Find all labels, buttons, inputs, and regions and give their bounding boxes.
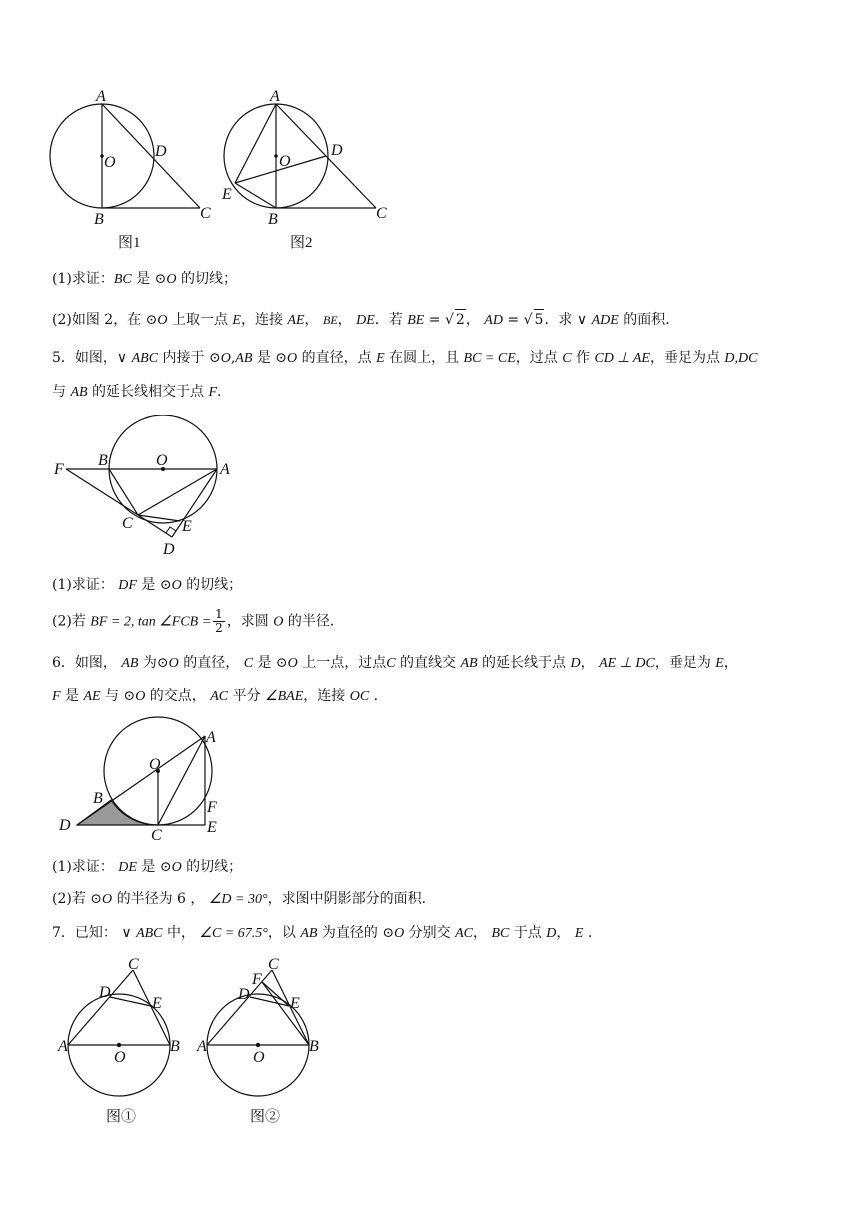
math: O <box>287 351 298 366</box>
text: ，求圆 <box>226 613 274 630</box>
math: E <box>715 656 724 671</box>
math: BF = 2, tan ∠FCB = <box>90 614 212 630</box>
text: 是 ⊙ <box>131 271 167 287</box>
point-label-d: D <box>99 984 111 1001</box>
text: ．求 ∨ <box>544 312 592 328</box>
q7-figure-1 <box>55 950 190 1130</box>
text: 上一点，过点 <box>297 655 387 671</box>
math: F <box>52 689 61 704</box>
math: OC <box>349 689 370 704</box>
figure-caption: 图1 <box>118 235 141 251</box>
text: = √ <box>424 312 454 328</box>
text: ， <box>580 655 600 671</box>
q5-line2 <box>52 382 231 403</box>
math: O <box>287 656 298 671</box>
text: 7．已知： ∨ <box>52 925 137 941</box>
math: 5 <box>534 309 545 330</box>
point-label-a: A <box>96 88 106 105</box>
point-label-c: C <box>376 205 387 222</box>
math: D <box>546 926 557 941</box>
figure-caption: 图① <box>106 1109 137 1125</box>
text: 的直径， <box>178 655 244 671</box>
math: O <box>166 272 177 287</box>
text: 为直径的 ⊙ <box>317 925 395 941</box>
point-label-c: C <box>200 205 211 222</box>
q7-line1 <box>52 923 592 944</box>
text: 6．如图， <box>52 655 122 671</box>
math: D,DC <box>724 351 758 366</box>
text: ，求图中阴影部分的面积． <box>267 891 436 907</box>
math: DE <box>356 313 375 328</box>
denominator: 2 <box>215 621 223 635</box>
point-label-f: F <box>54 461 64 478</box>
math: O <box>168 656 179 671</box>
text: 是 <box>60 688 84 704</box>
math: AB <box>121 656 139 671</box>
q6-line2 <box>52 686 378 707</box>
text: 是 ⊙ <box>253 655 288 671</box>
math: E <box>376 351 385 366</box>
text: ， <box>304 312 323 328</box>
math: AE ⊥ DC <box>599 656 655 671</box>
math: AE <box>287 313 305 328</box>
point-label-e: E <box>182 518 192 535</box>
text: , <box>230 350 236 366</box>
point-label-c: C <box>122 515 133 532</box>
q5-part2 <box>52 608 344 635</box>
point-label-a: A <box>206 729 216 746</box>
point-label-e: E <box>222 186 232 203</box>
math: ABC <box>136 926 163 941</box>
text: ，以 <box>267 925 301 941</box>
math: 2 <box>455 309 466 330</box>
text: 与 ⊙ <box>100 688 136 704</box>
math: DE <box>118 860 137 875</box>
math: F <box>208 385 218 400</box>
math: ADE <box>591 313 619 328</box>
text: (1)求证： <box>52 271 114 287</box>
point-label-c: C <box>268 956 279 973</box>
text: ， <box>472 925 492 941</box>
text: ， <box>723 655 738 671</box>
point-label-o: O <box>149 756 161 773</box>
text: (1)求证： <box>52 859 119 875</box>
text: . <box>583 925 593 941</box>
math: O <box>394 926 405 941</box>
point-label-o: O <box>253 1049 265 1066</box>
point-label-b: B <box>94 211 104 228</box>
q5-line1 <box>52 348 757 369</box>
q4-part2 <box>52 309 679 331</box>
math: BC <box>113 272 132 287</box>
q6-line1 <box>52 653 738 674</box>
math: O <box>220 351 231 366</box>
math: AC <box>210 689 229 704</box>
point-label-f: F <box>207 799 217 816</box>
q6-part2 <box>52 889 436 910</box>
math: AB <box>460 656 478 671</box>
text: 是 ⊙ <box>136 577 172 593</box>
text: 的直径，点 <box>297 350 377 366</box>
math: D <box>570 656 581 671</box>
text: 的切线； <box>181 859 243 875</box>
text: 于点 <box>509 925 547 941</box>
q5-figure <box>45 415 245 560</box>
math: ABC <box>131 351 159 366</box>
math: BC = CE <box>463 351 516 366</box>
point-label-d: D <box>155 143 167 160</box>
point-label-b: B <box>98 452 108 469</box>
point-label-b: B <box>170 1038 180 1055</box>
text: 分别交 <box>404 925 456 941</box>
point-label-b: B <box>93 790 103 807</box>
q5-part1 <box>52 575 242 596</box>
point-label-d: D <box>331 142 343 159</box>
point-label-d: D <box>163 541 175 558</box>
math: E <box>574 926 584 941</box>
point-label-b: B <box>309 1038 319 1055</box>
math: ∠C = 67.5° <box>199 926 268 941</box>
q4-figure-2 <box>215 84 400 254</box>
text: ．若 <box>374 312 408 328</box>
text: (2)如图 2，在 ⊙ <box>52 312 158 328</box>
text: = √ <box>502 312 533 328</box>
q4-figure-1 <box>40 84 230 254</box>
text: 的切线； <box>181 577 243 593</box>
math: AD <box>484 313 503 328</box>
text: ，垂足为点 <box>649 350 725 366</box>
math: BC <box>491 926 510 941</box>
point-label-c: C <box>151 827 162 844</box>
point-label-a: A <box>58 1038 68 1055</box>
math: O <box>102 892 113 907</box>
math: AB <box>70 385 88 400</box>
math: C <box>386 656 396 671</box>
text: 上取一点 <box>167 312 233 328</box>
math: O <box>171 578 182 593</box>
fraction <box>213 608 225 635</box>
q6-part1 <box>52 857 242 878</box>
point-label-e: E <box>207 819 217 836</box>
text: 的直线交 <box>395 655 461 671</box>
point-label-f: F <box>252 971 262 988</box>
text: 作 <box>571 350 595 366</box>
point-label-o: O <box>114 1049 126 1066</box>
point-label-d: D <box>238 986 250 1003</box>
q7-figure-2 <box>195 950 330 1130</box>
math: O <box>157 313 168 328</box>
figure-caption: 图2 <box>290 235 313 251</box>
point-label-b: B <box>268 211 278 228</box>
math: DF <box>118 578 137 593</box>
math: 6 <box>177 891 186 907</box>
text: 的面积． <box>618 312 680 328</box>
text: 平分 <box>228 688 266 704</box>
math: AB <box>235 351 253 366</box>
text: 的半径． <box>283 613 344 630</box>
text: ，过点 <box>515 350 563 366</box>
text: 与 <box>52 384 71 400</box>
math: O <box>273 614 284 630</box>
text: ， <box>185 891 209 907</box>
text: 的切线； <box>176 271 237 287</box>
text: ，垂足为 <box>654 655 716 671</box>
point-label-a: A <box>220 461 230 478</box>
math: BE <box>407 313 425 328</box>
math: O <box>171 860 182 875</box>
point-label-a: A <box>270 88 280 105</box>
math: E <box>232 313 241 328</box>
text: (2)若 ⊙ <box>52 891 103 907</box>
point-label-d: D <box>59 817 71 834</box>
point-label-o: O <box>279 153 291 170</box>
text: ， <box>337 312 357 328</box>
text: 的延长线于点 <box>477 655 571 671</box>
math: CD ⊥ AE <box>594 351 650 366</box>
math: ∠BAE <box>265 689 304 704</box>
text: ． <box>217 384 232 400</box>
math: AB <box>300 926 318 941</box>
text: ， <box>465 312 485 328</box>
text: ，连接 <box>303 688 350 704</box>
math: AE <box>83 689 101 704</box>
q4-part1 <box>52 269 237 290</box>
text: 在圆上，且 <box>384 350 464 366</box>
numerator: 1 <box>215 607 223 621</box>
text: 内接于 ⊙ <box>158 350 221 366</box>
point-label-o: O <box>104 154 116 171</box>
math: C <box>562 351 572 366</box>
point-label-e: E <box>290 995 300 1012</box>
math: O <box>135 689 146 704</box>
text: 的延长线相交于点 <box>87 384 209 400</box>
text: (2)若 <box>52 613 91 630</box>
text: 是 ⊙ <box>252 350 288 366</box>
figure-caption: 图② <box>250 1109 281 1125</box>
math: C <box>243 656 254 671</box>
point-label-c: C <box>128 956 139 973</box>
text: 是 ⊙ <box>136 859 172 875</box>
math: ∠D = 30° <box>208 892 268 907</box>
text: . <box>369 688 379 704</box>
text: 5．如图，∨ <box>52 350 132 366</box>
text: 的半径为 <box>112 891 178 907</box>
text: ，连接 <box>240 312 288 328</box>
point-label-e: E <box>152 995 162 1012</box>
point-label-a: A <box>197 1038 207 1055</box>
text: 中， <box>162 925 200 941</box>
text: ， <box>556 925 575 941</box>
text: (1)求证： <box>52 577 119 593</box>
text: 为⊙ <box>138 655 169 671</box>
text: 的交点， <box>145 688 211 704</box>
point-label-o: O <box>156 452 168 469</box>
q6-figure <box>50 715 235 845</box>
math: AC <box>455 926 473 941</box>
math: BE <box>322 313 338 327</box>
